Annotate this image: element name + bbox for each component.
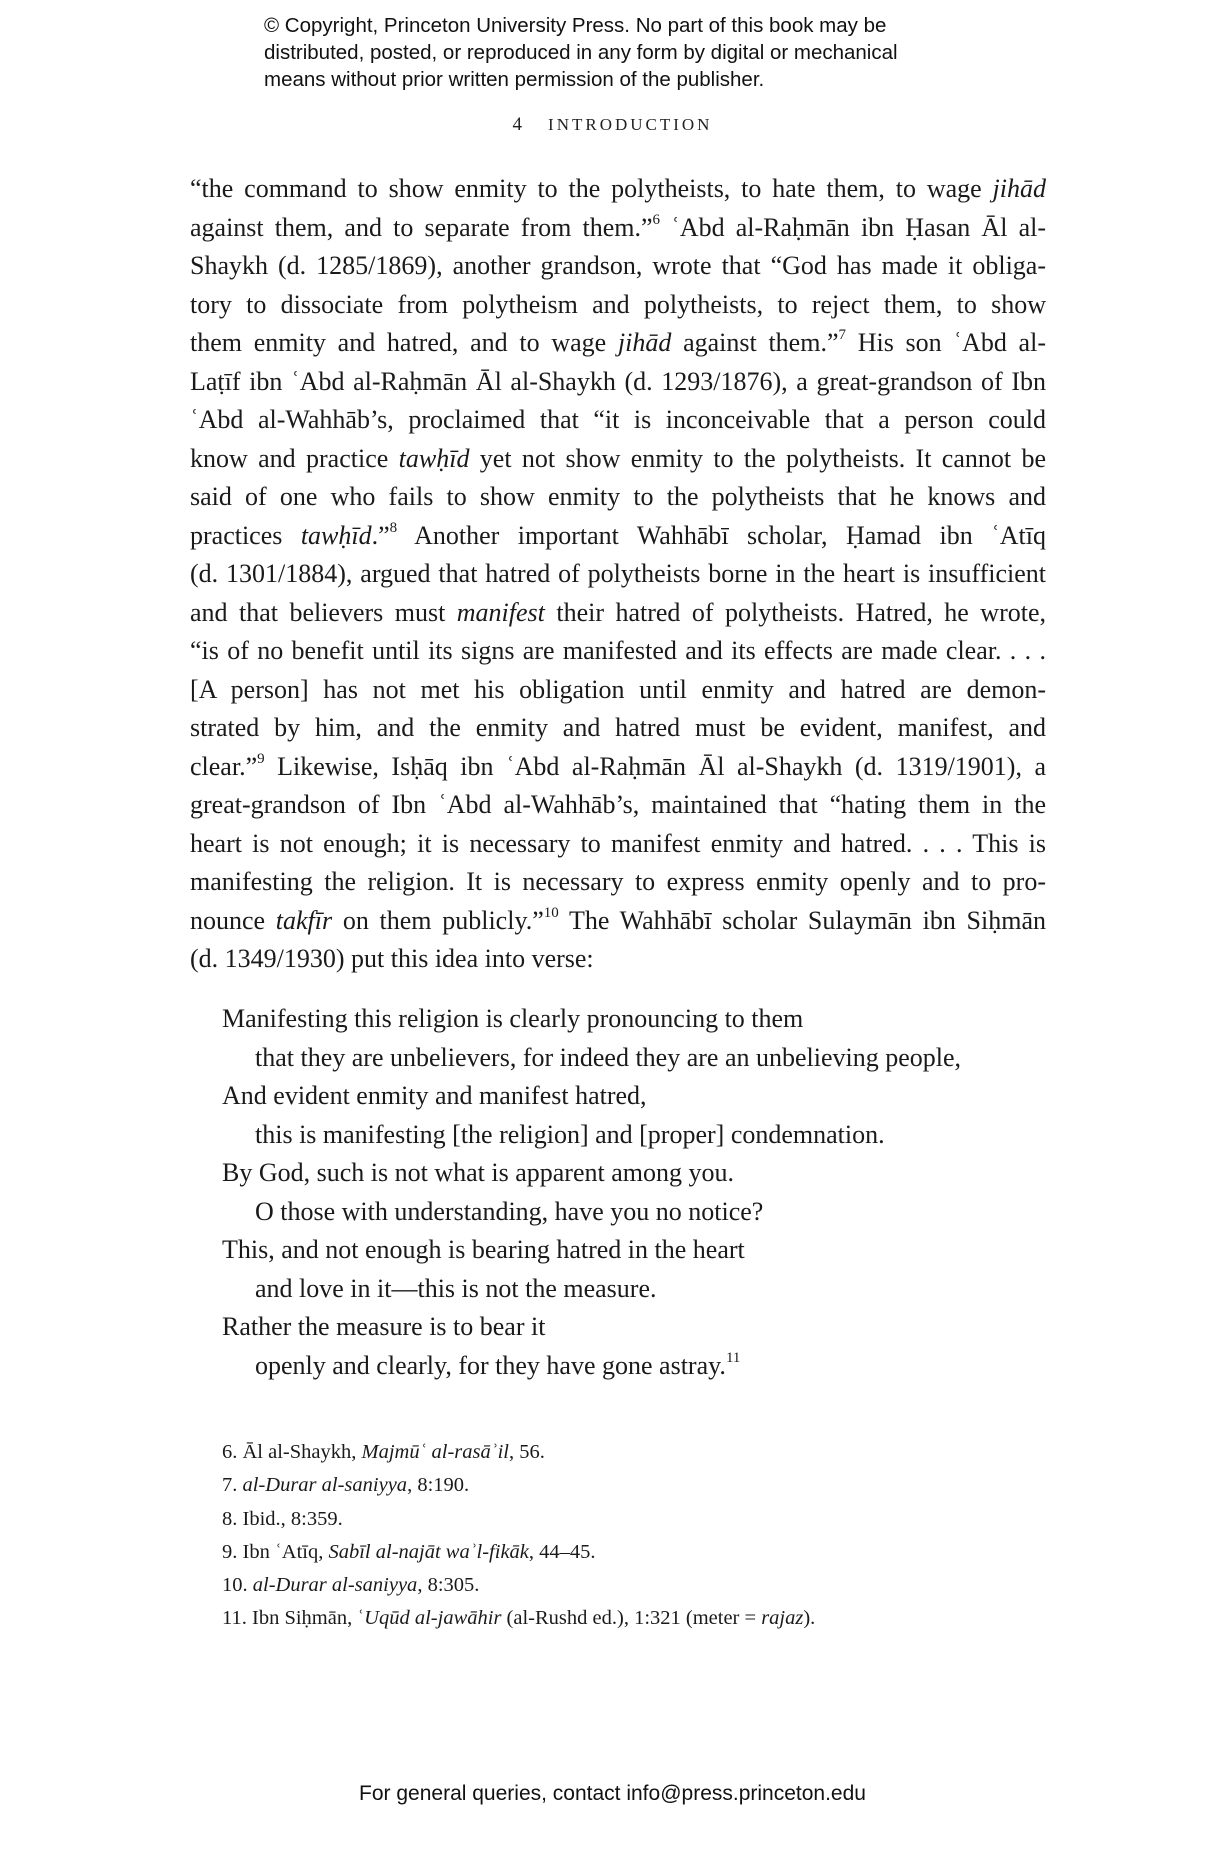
italic-term: Uqūd al-jawāhir xyxy=(364,1607,502,1630)
italic-term: rajaz xyxy=(761,1607,804,1630)
footnote xyxy=(222,1536,815,1569)
body-line xyxy=(190,940,1046,979)
body-line xyxy=(190,825,1046,864)
text-run: nounce xyxy=(190,905,276,935)
text-run: , 8:305. xyxy=(417,1574,480,1597)
verse-block xyxy=(222,1000,1042,1385)
verse-line xyxy=(222,1000,1042,1039)
text-run: them enmity and hatred, and to wage xyxy=(190,328,618,357)
verse-line xyxy=(222,1154,1042,1193)
footnote xyxy=(222,1469,815,1502)
footnote xyxy=(222,1602,815,1635)
footnote-ref[interactable]: 10 xyxy=(543,904,559,921)
body-line xyxy=(190,478,1046,517)
text-run: , 8:190. xyxy=(407,1474,470,1497)
text-run: 10. xyxy=(222,1574,253,1597)
text-run: And evident enmity and manifest hatred, xyxy=(222,1081,647,1110)
text-run: this is manifesting [the religion] and [proper] condemnation. xyxy=(255,1119,885,1149)
body-line xyxy=(190,401,1046,440)
text-run: strated by him, and the enmity and hatred must be evident, manifest, and xyxy=(190,713,1046,742)
footnotes xyxy=(222,1436,815,1636)
text-run: heart is not enough; it is necessary to manifest enmity and hatred. . . . This is xyxy=(190,828,1046,858)
running-head xyxy=(0,114,1225,136)
text-run: that they are unbelievers, for indeed they are an unbelieving people, xyxy=(255,1042,962,1072)
body-line xyxy=(190,440,1046,479)
text-run: (d. 1349/1930) put this idea into verse: xyxy=(190,944,594,973)
text-run: [A person] has not met his obligation until enmity and hatred are demon- xyxy=(190,674,1046,704)
text-run: great-grandson of Ibn ʿAbd al-Wahhāb’s, maintained that “hating them in the xyxy=(190,790,1046,819)
body-line xyxy=(190,671,1046,710)
text-run: ʿAbd al-Raḥmān ibn Ḥasan Āl al- xyxy=(660,212,1046,242)
text-run: His son ʿAbd al- xyxy=(845,328,1046,357)
copyright-line: © Copyright, Princeton University Press. No part of this book may be xyxy=(264,14,887,37)
text-run: (d. 1301/1884), argued that hatred of polytheists borne in the heart is insufficient xyxy=(190,559,1046,588)
text-run: ʿAbd al-Wahhāb’s, proclaimed that “it is inconceivable that a person could xyxy=(190,405,1046,434)
copyright-line: means without prior written permission of the publisher. xyxy=(264,68,765,91)
text-run: tory to dissociate from polytheism and polytheists, to reject them, to show xyxy=(190,289,1046,319)
footnote xyxy=(222,1436,815,1469)
text-run: yet not show enmity to the polytheists. It cannot be xyxy=(469,443,1046,473)
verse-line xyxy=(222,1231,1042,1270)
body-line xyxy=(190,902,1046,941)
text-run: The Wahhābī scholar Sulaymān ibn Siḥmān xyxy=(558,905,1046,935)
body-line xyxy=(190,209,1046,248)
footer-contact: For general queries, contact info@press.princeton.edu xyxy=(359,1782,866,1805)
italic-term: al-Durar al-saniyya xyxy=(242,1474,408,1497)
body-line xyxy=(190,286,1046,325)
copyright-notice xyxy=(264,12,898,93)
body-line xyxy=(190,748,1046,787)
italic-term: manifest xyxy=(456,597,545,627)
text-run: O those with understanding, have you no notice? xyxy=(255,1196,764,1226)
body-line xyxy=(190,555,1046,594)
footnote-ref[interactable]: 8 xyxy=(389,519,398,536)
text-run: on them publicly.” xyxy=(332,905,544,935)
copyright-line: distributed, posted, or reproduced in any form by digital or mechanical xyxy=(264,41,898,64)
footnote xyxy=(222,1503,815,1536)
text-run: ). xyxy=(803,1607,816,1630)
page-number: 4 xyxy=(512,114,523,135)
footnote xyxy=(222,1569,815,1602)
text-run: manifesting the religion. It is necessary to express enmity openly and to pro- xyxy=(190,867,1046,896)
text-run: practices xyxy=(190,520,301,550)
text-run: Manifesting this religion is clearly pronouncing to them xyxy=(222,1004,804,1033)
italic-term: jihād xyxy=(992,174,1046,203)
text-run: and love in it—this is not the measure. xyxy=(255,1273,657,1303)
italic-term: Sabīl al-najāt waʾl-fikāk xyxy=(328,1540,529,1563)
verse-line xyxy=(222,1270,1042,1309)
text-run: This, and not enough is bearing hatred in the heart xyxy=(222,1235,745,1264)
text-run: , 44–45. xyxy=(528,1540,596,1563)
body-text xyxy=(190,170,1046,979)
text-run: , 56. xyxy=(508,1441,545,1463)
footnote-ref[interactable]: 6 xyxy=(652,211,660,228)
text-run: “is of no benefit until its signs are manifested and its effects are made clear. . . . xyxy=(190,636,1046,665)
verse-line xyxy=(222,1077,1042,1116)
text-run: Rather the measure is to bear it xyxy=(222,1312,546,1341)
verse-line xyxy=(222,1347,1042,1386)
body-line xyxy=(190,863,1046,902)
body-line xyxy=(190,632,1046,671)
body-line xyxy=(190,363,1046,402)
text-run: and that believers must xyxy=(190,597,457,627)
body-line xyxy=(190,517,1046,556)
text-run: against them, and to separate from them.” xyxy=(190,212,653,242)
italic-term: tawḥīd xyxy=(300,520,372,550)
body-line xyxy=(190,247,1046,286)
footnote-ref[interactable]: 9 xyxy=(257,750,265,767)
italic-term: tawḥīd xyxy=(398,443,470,473)
verse-line xyxy=(222,1039,1042,1078)
italic-term: Majmūʿ al-rasāʾil xyxy=(361,1441,509,1463)
text-run: 7. xyxy=(222,1474,243,1497)
text-run: clear.” xyxy=(190,751,258,781)
verse-line xyxy=(222,1193,1042,1232)
body-line xyxy=(190,786,1046,825)
text-run: 6. Āl al-Shaykh, xyxy=(222,1441,362,1463)
footnote-ref[interactable]: 11 xyxy=(725,1349,741,1366)
body-line xyxy=(190,170,1046,209)
text-run: By God, such is not what is apparent among you. xyxy=(222,1158,734,1187)
body-line xyxy=(190,324,1046,363)
text-run: 11. Ibn Siḥmān, ʿ xyxy=(222,1607,365,1630)
body-line xyxy=(190,709,1046,748)
text-run: 9. Ibn ʿAtīq, xyxy=(222,1540,329,1563)
text-run: “the command to show enmity to the polytheists, to hate them, to wage xyxy=(190,174,993,203)
text-run: .” xyxy=(371,520,390,550)
text-run: openly and clearly, for they have gone astray. xyxy=(255,1350,726,1380)
chapter-title: INTRODUCTION xyxy=(548,115,713,134)
verse-line xyxy=(222,1308,1042,1347)
footnote-ref[interactable]: 7 xyxy=(838,327,846,344)
text-run: Likewise, Isḥāq ibn ʿAbd al-Raḥmān Āl al-Shaykh (d. 1319/1901), a xyxy=(264,751,1046,781)
italic-term: al-Durar al-saniyya xyxy=(252,1574,418,1597)
italic-term: takfīr xyxy=(275,905,333,935)
italic-term: jihād xyxy=(617,328,672,357)
text-run: against them.” xyxy=(671,328,839,357)
text-run: know and practice xyxy=(190,443,399,473)
verse-line xyxy=(222,1116,1042,1155)
text-run: Another important Wahhābī scholar, Ḥamad ibn ʿAtīq xyxy=(397,520,1046,550)
text-run: Shaykh (d. 1285/1869), another grandson, wrote that “God has made it obliga- xyxy=(190,251,1046,280)
text-run: (al-Rushd ed.), 1:321 (meter = xyxy=(501,1607,762,1630)
text-run: their hatred of polytheists. Hatred, he wrote, xyxy=(544,597,1047,627)
text-run: 8. Ibid., 8:359. xyxy=(222,1507,343,1530)
body-line xyxy=(190,594,1046,633)
text-run: Laṭīf ibn ʿAbd al-Raḥmān Āl al-Shaykh (d. 1293/1876), a great-grandson of Ibn xyxy=(190,366,1046,396)
text-run: said of one who fails to show enmity to the polytheists that he knows and xyxy=(190,482,1046,511)
